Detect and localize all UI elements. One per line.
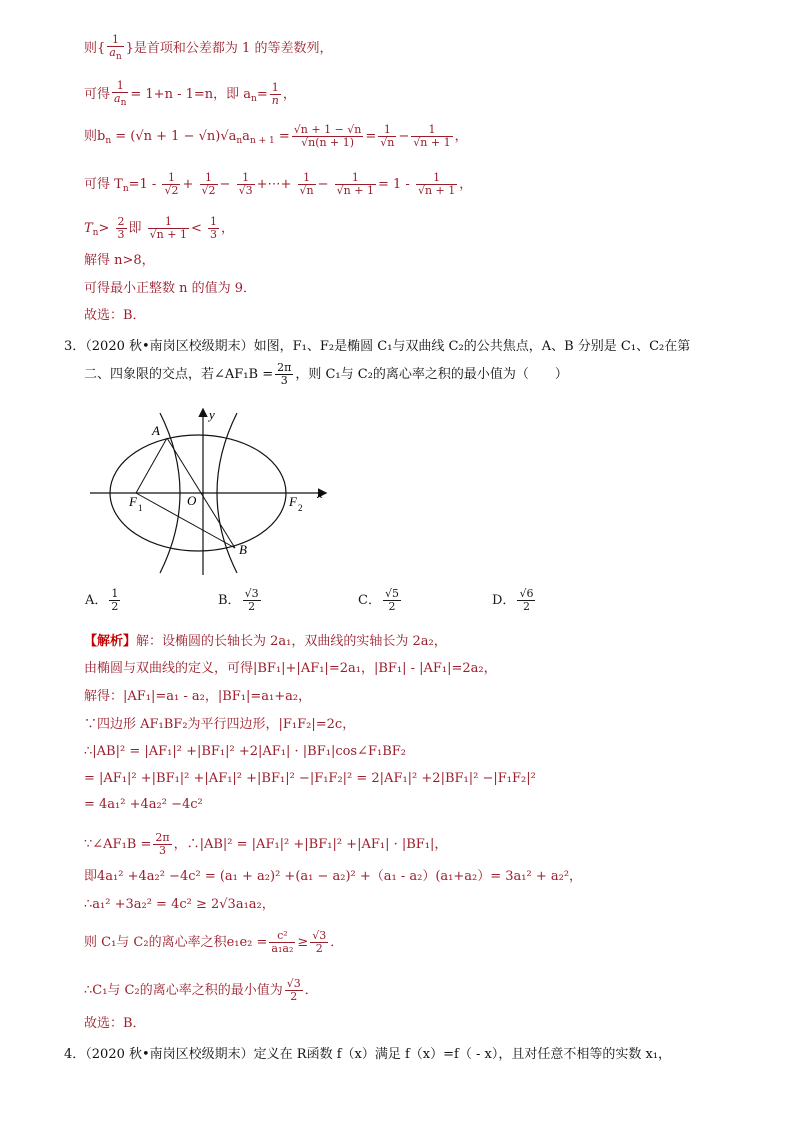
question-3-line-1: 3．（2020 秋•南岗区校级期末）如图，F₁、F₂是椭圆 C₁与双曲线 C₂的公共焦点，A、B 分别是 C₁、C₂在第	[64, 339, 691, 354]
label-o: O	[187, 493, 197, 508]
analysis-line-3: 解得：|AF₁|=a₁ - a₂，|BF₁|=a₁+a₂，	[84, 689, 312, 704]
solution-line-3: 则$b_n = (√n + 1 - √n)√a_na_{n + 1}$ = $\frac{√n + 1 - √n}{√n(n + 1)}$ = $\frac{1}{√n}$ − $\frac{1}{√n + 1}$ ，	[84, 123, 468, 149]
analysis-line-9: 即4a₁² +4a₂² −4c² = (a₁ + a₂)² +(a₁ − a₂)² +（a₁ - a₂）(a₁+a₂）= 3a₁² + a₂²，	[84, 869, 583, 884]
label-f1-sub: 1	[138, 503, 143, 513]
analysis-line-4: ∵四边形 AF₁BF₂为平行四边形，|F₁F₂|=2c，	[84, 717, 356, 732]
question-4-line-1: 4．（2020 秋•南岗区校级期末）定义在 R函数 f（x）满足 f（x）=f（ - x），且对任意不相等的实数 x₁，	[64, 1047, 671, 1062]
analysis-line-13: 故选：B．	[84, 1016, 146, 1031]
solution-line-6: 解得 n>8，	[84, 253, 155, 268]
option-b[interactable]: B． $\frac{√3}{2}$	[218, 587, 259, 613]
label-f2: F	[289, 494, 297, 509]
label-b: B	[239, 542, 247, 557]
question-3-line-2: 二、四象限的交点，若∠AF₁B = $\frac{2\pi}{3}$ ，则 C₁与 C₂的离心率之积的最小值为（ ）	[84, 361, 568, 387]
analysis-line-6: = |AF₁|² +|BF₁|² +|AF₁|² +|BF₁|² −|F₁F₂|² = 2|AF₁|² +2|BF₁|² −|F₁F₂|²	[84, 771, 536, 786]
solution-line-7: 可得最小正整数 n 的值为 9．	[84, 281, 257, 296]
option-c[interactable]: C． $\frac{√5}{2}$	[358, 587, 399, 613]
segment-f1-a	[136, 438, 167, 493]
option-d[interactable]: D． $\frac{√6}{2}$	[492, 587, 534, 613]
label-a: A	[152, 423, 160, 438]
segment-f1-b	[136, 493, 235, 548]
label-x: x	[317, 486, 323, 501]
label-f2-sub: 2	[298, 503, 303, 513]
ellipse-hyperbola-figure	[85, 405, 335, 580]
solution-line-8: 故选：B．	[84, 308, 146, 323]
label-f1: F	[129, 494, 137, 509]
solution-line-4: 可得 $T_n=1$ - $\frac{1}{√2}$ + $\frac{1}{√2}$ − $\frac{1}{√3}$ +⋯+ $\frac{1}{√n}$ − $\frac{1}{√n + 1}$ = 1 - $\frac{1}{√n + 1}$ ，	[84, 171, 473, 197]
solution-line-5: $T_n>$ $\frac{2}{3}$ 即 $\frac{1}{√n + 1}$ < $\frac{1}{3}$ ，	[84, 215, 235, 241]
solution-line-2: 可得 $\frac{1}{a_n}$ = 1+n - 1=n，即 $a_n=$ $\frac{1}{n}$ ，	[84, 79, 296, 108]
analysis-line-8: ∵∠AF₁B = $\frac{2\pi}{3}$ ，∴|AB|² = |AF₁|² +|BF₁|² +|AF₁| · |BF₁|，	[84, 831, 448, 857]
solution-line-1: 则{ $\frac{1}{a_n}$ }是首项和公差都为 1 的等差数列，	[84, 33, 333, 62]
option-a[interactable]: A． $\frac{1}{2}$	[85, 587, 119, 613]
analysis-line-10: ∴a₁² +3a₂² = 4c² ≥ 2√3a₁a₂，	[84, 897, 275, 912]
label-y: y	[209, 407, 215, 422]
analysis-line-1: 【解析】解：设椭圆的长轴长为 2a₁，双曲线的实轴长为 2a₂，	[84, 634, 447, 649]
analysis-tag: 【解析】	[84, 634, 137, 649]
analysis-line-7: = 4a₁² +4a₂² −4c²	[84, 797, 203, 812]
analysis-line-2: 由椭圆与双曲线的定义，可得|BF₁|+|AF₁|=2a₁，|BF₁| - |AF₁|=2a₂，	[84, 661, 497, 676]
analysis-line-5: ∴|AB|² = |AF₁|² +|BF₁|² +2|AF₁| · |BF₁|cos∠F₁BF₂	[84, 744, 407, 759]
analysis-line-12: ∴C₁与 C₂的离心率之积的最小值为 $\frac{√3}{2}$ ．	[84, 977, 318, 1003]
analysis-line-11: 则 C₁与 C₂的离心率之积e₁e₂ = $\frac{\text{c²}}{\text{a₁a₂}}$ ≥ $\frac{√3}{2}$ ．	[84, 929, 344, 955]
